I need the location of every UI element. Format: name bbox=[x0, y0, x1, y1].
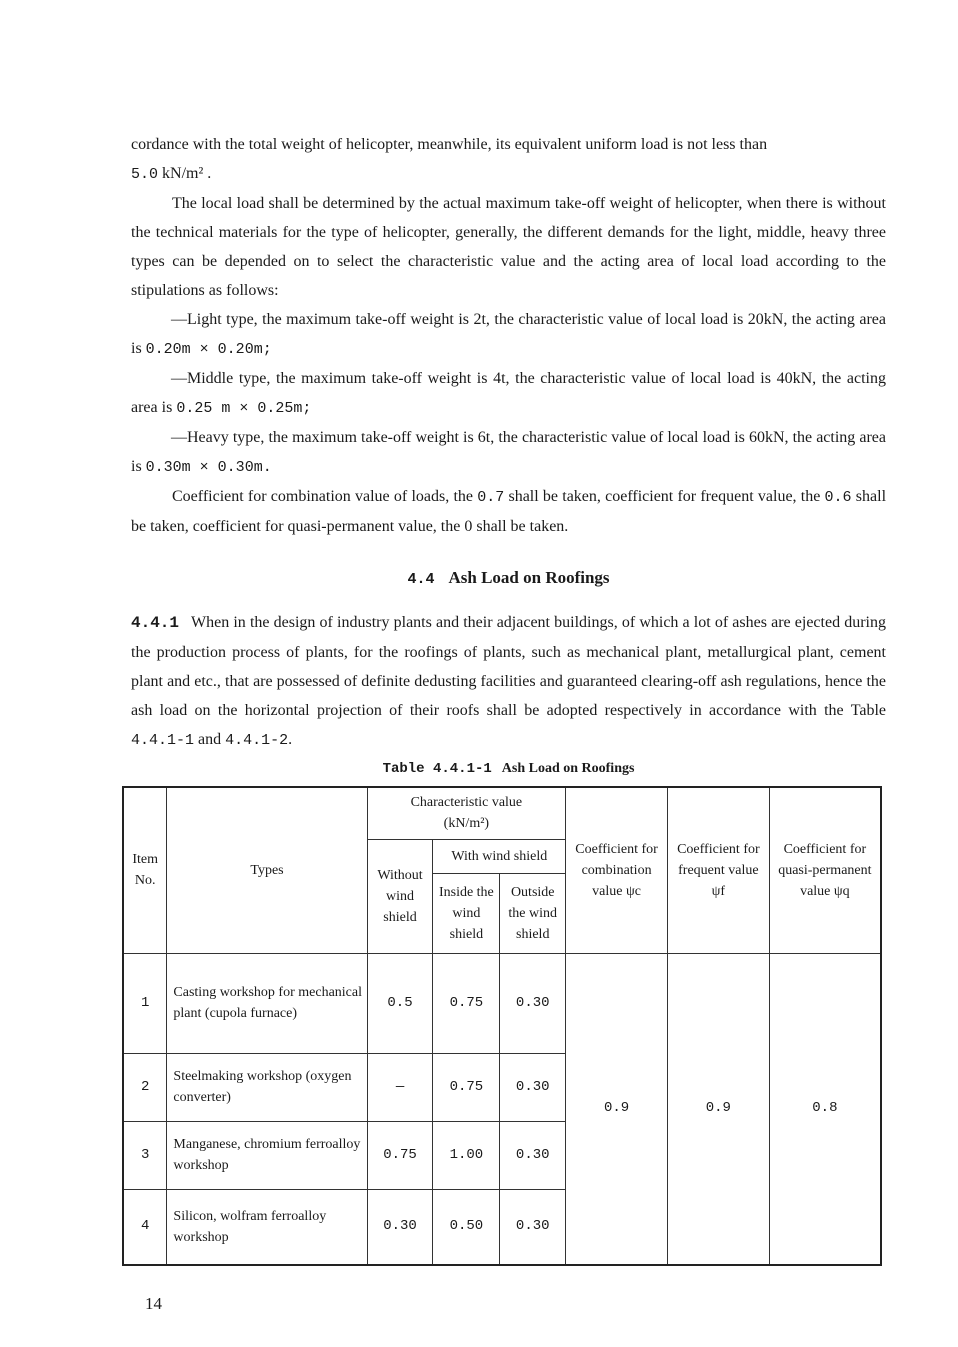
text-fragment: —Middle type, the maximum take-off weight is 4t, the characteristic value of local load is 40kN, the acting area is bbox=[131, 370, 886, 416]
cell-item-no: 3 bbox=[123, 1121, 167, 1189]
ash-load-table bbox=[122, 786, 882, 1266]
text-fragment: cordance with the total weight of helicopter, meanwhile, its equivalent uniform load is not less than bbox=[131, 136, 768, 153]
text-fragment: 5.0 bbox=[131, 166, 159, 183]
header-without-wind-shield: Without wind shield bbox=[367, 839, 433, 953]
paragraph-heavy-type bbox=[131, 423, 886, 482]
paragraph-local-load: The local load shall be determined by the actual maximum take-off weight of helicopter, when there is without the technical materials for the type of helicopter, generally, the different demands for the light, middle, heavy three types can be depended on to select the characteristic value and the acting area of local load according to the stipulations as follows: bbox=[131, 195, 886, 299]
text-fragment: shall be taken, coefficient for frequent value, the bbox=[504, 488, 825, 505]
text-fragment: —Heavy type, the maximum take-off weight is 6t, the characteristic value of local load is 60kN, the acting area is bbox=[131, 429, 886, 475]
cell-type: Casting workshop for mechanical plant (cupola furnace) bbox=[167, 953, 367, 1053]
text-fragment: shall be taken, coefficient for quasi-permanent value, the 0 shall be taken. bbox=[131, 488, 887, 535]
cell-type: Manganese, chromium ferroalloy workshop bbox=[167, 1121, 367, 1189]
text-fragment: 0.7 bbox=[477, 489, 505, 506]
cell-without-wind: — bbox=[367, 1053, 433, 1121]
paragraph-helicopter-uniform-load bbox=[131, 130, 886, 189]
cell-item-no: 4 bbox=[123, 1189, 167, 1265]
header-coef-combination: Coefficient for combination value ψc bbox=[566, 787, 668, 953]
cell-without-wind: 0.30 bbox=[367, 1189, 433, 1265]
page-body bbox=[131, 130, 886, 785]
paragraph-coefficients bbox=[131, 482, 886, 541]
text-fragment: (kN/m²) bbox=[443, 816, 490, 832]
page-number: 14 bbox=[145, 1294, 162, 1313]
header-inside-wind-shield: Inside the wind shield bbox=[433, 873, 500, 953]
text-fragment: Coefficient for combination value of loads, the bbox=[172, 488, 478, 505]
text-fragment: Characteristic value bbox=[410, 795, 523, 811]
cell-inside-wind: 0.75 bbox=[433, 1053, 500, 1121]
section-title: Ash Load on Roofings bbox=[448, 568, 610, 587]
table-number: Table 4.4.1-1 bbox=[382, 761, 492, 777]
text-fragment: . bbox=[288, 731, 293, 748]
cell-without-wind: 0.75 bbox=[367, 1121, 433, 1189]
header-coef-quasi: Coefficient for quasi-permanent value ψq bbox=[769, 787, 881, 953]
text-fragment: kN/m² . bbox=[158, 165, 212, 182]
cell-type: Silicon, wolfram ferroalloy workshop bbox=[167, 1189, 367, 1265]
text-fragment: 4.4.1-1 bbox=[131, 732, 195, 749]
cell-coef-quasi: 0.8 bbox=[769, 953, 881, 1265]
text-fragment: —Light type, the maximum take-off weight is 2t, the characteristic value of local load is 20kN, the acting area is bbox=[131, 311, 886, 357]
cell-without-wind: 0.5 bbox=[367, 953, 433, 1053]
cell-inside-wind: 0.75 bbox=[433, 953, 500, 1053]
cell-outside-wind: 0.30 bbox=[500, 1189, 566, 1265]
cell-type: Steelmaking workshop (oxygen converter) bbox=[167, 1053, 367, 1121]
cell-item-no: 1 bbox=[123, 953, 167, 1053]
text-fragment: When in the design of industry plants and their adjacent buildings, of which a lot of ashes are ejected during the production process of plants, for the roofings of plants, such as mechanical plant, metallurgical plant, cement plant and etc., that are possessed of definite dedusting facilities and guaranteed clearing-off ash regulations, hence the ash load on the horizontal projection of their roofs shall be adopted respectively in accordance with the Table bbox=[131, 614, 886, 719]
header-item-no: Item No. bbox=[123, 787, 167, 953]
cell-inside-wind: 1.00 bbox=[433, 1121, 500, 1189]
paragraph-light-type bbox=[131, 305, 886, 364]
cell-outside-wind: 0.30 bbox=[500, 1121, 566, 1189]
paragraph-middle-type bbox=[131, 364, 886, 423]
table-caption bbox=[131, 759, 886, 779]
cell-item-no: 2 bbox=[123, 1053, 167, 1121]
text-fragment: and bbox=[194, 731, 226, 748]
header-with-wind-shield: With wind shield bbox=[433, 839, 566, 873]
text-fragment: 0.30m × 0.30m. bbox=[145, 459, 272, 476]
cell-coef-combination: 0.9 bbox=[566, 953, 668, 1265]
header-characteristic-value bbox=[367, 787, 566, 839]
cell-inside-wind: 0.50 bbox=[433, 1189, 500, 1265]
cell-outside-wind: 0.30 bbox=[500, 953, 566, 1053]
cell-outside-wind: 0.30 bbox=[500, 1053, 566, 1121]
section-heading bbox=[131, 563, 886, 594]
table-row bbox=[123, 953, 881, 1053]
section-number: 4.4 bbox=[407, 571, 435, 588]
header-outside-wind-shield: Outside the wind shield bbox=[500, 873, 566, 953]
clause-number: 4.4.1 bbox=[131, 614, 180, 632]
text-fragment: 0.25 m × 0.25m; bbox=[176, 400, 312, 417]
header-coef-frequent: Coefficient for frequent value ψf bbox=[667, 787, 769, 953]
table-title: Ash Load on Roofings bbox=[501, 761, 635, 776]
cell-coef-frequent: 0.9 bbox=[667, 953, 769, 1265]
text-fragment: 4.4.1-2 bbox=[225, 732, 289, 749]
header-types: Types bbox=[167, 787, 367, 953]
clause-4-4-1 bbox=[131, 608, 886, 755]
text-fragment: 0.6 bbox=[824, 489, 852, 506]
text-fragment: 0.20m × 0.20m; bbox=[145, 341, 272, 358]
